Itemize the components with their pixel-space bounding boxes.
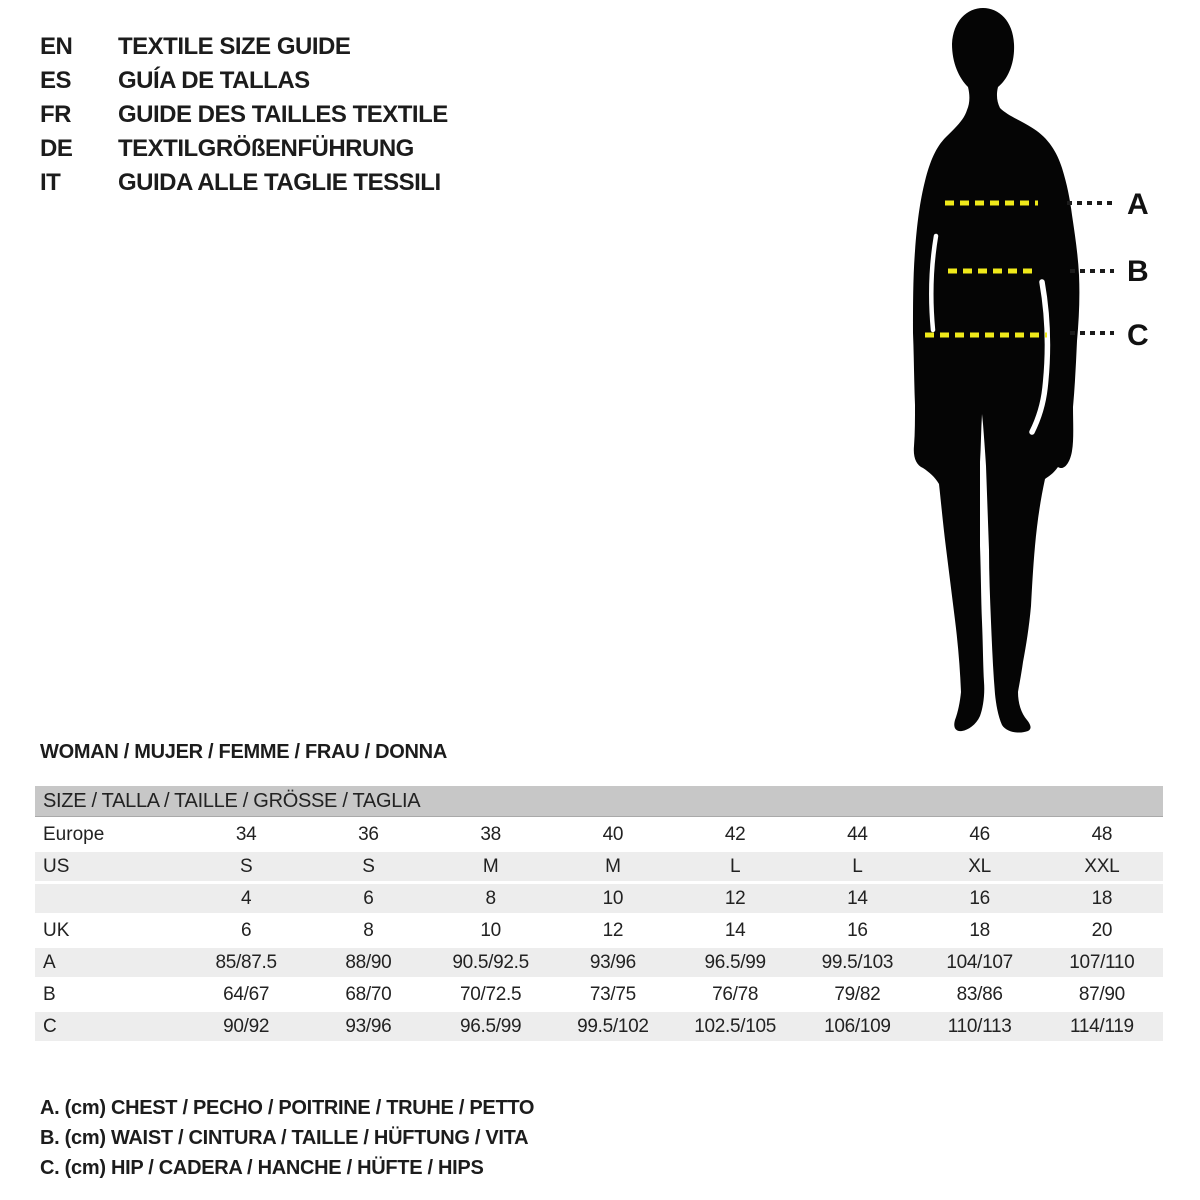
- size-cell: 104/107: [946, 951, 1013, 973]
- row-label: C: [43, 1015, 57, 1037]
- size-cell: L: [729, 855, 741, 877]
- size-cell: 34: [235, 823, 257, 845]
- size-cell: 18: [969, 919, 990, 941]
- section-title: WOMAN / MUJER / FEMME / FRAU / DONNA: [40, 741, 447, 763]
- size-cell: 79/82: [834, 983, 881, 1005]
- size-cell: 38: [480, 823, 501, 845]
- waist-leader-line: [1070, 269, 1114, 273]
- size-cell: 12: [602, 919, 624, 941]
- row-label: B: [43, 983, 56, 1005]
- size-cell: 12: [724, 887, 746, 909]
- size-table: [35, 786, 1163, 1041]
- woman-silhouette: [885, 0, 1115, 740]
- size-cell: S: [362, 855, 375, 877]
- size-cell: M: [482, 855, 499, 877]
- size-cell: 14: [847, 887, 868, 909]
- language-list: [40, 30, 448, 200]
- size-cell: L: [852, 855, 863, 877]
- size-cell: 96.5/99: [704, 951, 766, 973]
- language-title: GUIDE DES TAILLES TEXTILE: [118, 101, 448, 128]
- size-cell: 73/75: [589, 983, 636, 1005]
- table-row-uk: [35, 913, 1163, 945]
- size-cell: 6: [240, 919, 252, 941]
- row-label: US: [43, 855, 70, 877]
- size-cell: 107/110: [1069, 951, 1135, 973]
- row-label: Europe: [43, 823, 105, 845]
- size-cell: 44: [847, 823, 868, 845]
- size-cell: 46: [969, 823, 990, 845]
- size-cell: 10: [480, 919, 501, 941]
- measure-legend: [40, 1093, 534, 1183]
- size-table-header: SIZE / TALLA / TAILLE / GRÖSSE / TAGLIA: [35, 786, 1163, 817]
- size-cell: 96.5/99: [459, 1015, 522, 1037]
- size-cell: 114/119: [1069, 1015, 1134, 1037]
- legend-line-chest: A. (cm) CHEST / PECHO / POITRINE / TRUHE / PETTO: [40, 1097, 535, 1119]
- size-cell: 68/70: [345, 983, 392, 1005]
- size-cell: XXL: [1084, 855, 1120, 877]
- marker-label-c: C: [1127, 319, 1149, 352]
- size-cell: 93/96: [345, 1015, 392, 1037]
- language-code: IT: [40, 169, 61, 196]
- hip-leader-line: [1070, 331, 1114, 335]
- language-title: TEXTILE SIZE GUIDE: [118, 33, 351, 60]
- table-row-waist: [35, 977, 1163, 1009]
- size-cell: 40: [602, 823, 624, 845]
- language-code: DE: [40, 135, 73, 162]
- language-row: [40, 30, 448, 64]
- table-row-us: [35, 849, 1163, 881]
- language-title: TEXTILGRÖßENFÜHRUNG: [118, 135, 414, 162]
- row-label: A: [43, 951, 56, 973]
- size-cell: XL: [968, 855, 991, 877]
- language-title: GUÍA DE TALLAS: [118, 67, 310, 94]
- language-title: GUIDA ALLE TAGLIE TESSILI: [118, 169, 441, 196]
- size-cell: S: [239, 855, 253, 877]
- language-code: EN: [40, 33, 73, 60]
- size-cell: 36: [358, 823, 379, 845]
- size-cell: 99.5/103: [821, 951, 894, 973]
- size-cell: 83/86: [956, 983, 1003, 1005]
- size-cell: 48: [1091, 823, 1113, 845]
- size-cell: 18: [1091, 887, 1113, 909]
- size-cell: 76/78: [712, 983, 759, 1005]
- size-cell: 90/92: [223, 1015, 270, 1037]
- size-cell: 88/90: [345, 951, 392, 973]
- size-cell: 16: [969, 887, 990, 909]
- size-cell: 6: [363, 887, 374, 909]
- woman-silhouette-body: [913, 8, 1079, 733]
- marker-label-a: A: [1127, 188, 1149, 221]
- size-cell: 16: [847, 919, 868, 941]
- size-cell: 93/96: [589, 951, 636, 973]
- size-cell: 99.5/102: [577, 1015, 649, 1037]
- size-cell: 70/72.5: [459, 983, 522, 1005]
- table-row-chest: [35, 945, 1163, 977]
- row-label: UK: [43, 919, 70, 941]
- legend-line-hip: C. (cm) HIP / CADERA / HANCHE / HÜFTE / HIPS: [40, 1157, 484, 1179]
- size-cell: 64/67: [223, 983, 270, 1005]
- size-cell: M: [605, 855, 621, 877]
- language-row: [40, 166, 448, 200]
- size-cell: 87/90: [1078, 983, 1125, 1005]
- table-row-us-numeric: [35, 881, 1163, 913]
- table-row-europe: [35, 817, 1163, 849]
- size-cell: 10: [602, 887, 624, 909]
- size-cell: 106/109: [824, 1015, 891, 1037]
- language-code: ES: [40, 67, 72, 94]
- size-cell: 4: [240, 887, 252, 909]
- size-cell: 110/113: [947, 1015, 1012, 1037]
- size-cell: 42: [724, 823, 746, 845]
- size-cell: 20: [1091, 919, 1113, 941]
- size-cell: 85/87.5: [215, 951, 277, 973]
- language-row: [40, 132, 448, 166]
- language-code: FR: [40, 101, 71, 128]
- size-cell: 8: [363, 919, 374, 941]
- language-row: [40, 98, 448, 132]
- marker-label-b: B: [1127, 255, 1149, 288]
- size-cell: 102.5/105: [694, 1015, 777, 1037]
- table-row-hip: [35, 1009, 1163, 1041]
- size-cell: 14: [724, 919, 746, 941]
- legend-line-waist: B. (cm) WAIST / CINTURA / TAILLE / HÜFTUNG / VITA: [40, 1127, 529, 1149]
- chest-leader-line: [1067, 201, 1114, 205]
- size-cell: 8: [485, 887, 496, 909]
- language-row: [40, 64, 448, 98]
- size-cell: 90.5/92.5: [452, 951, 529, 973]
